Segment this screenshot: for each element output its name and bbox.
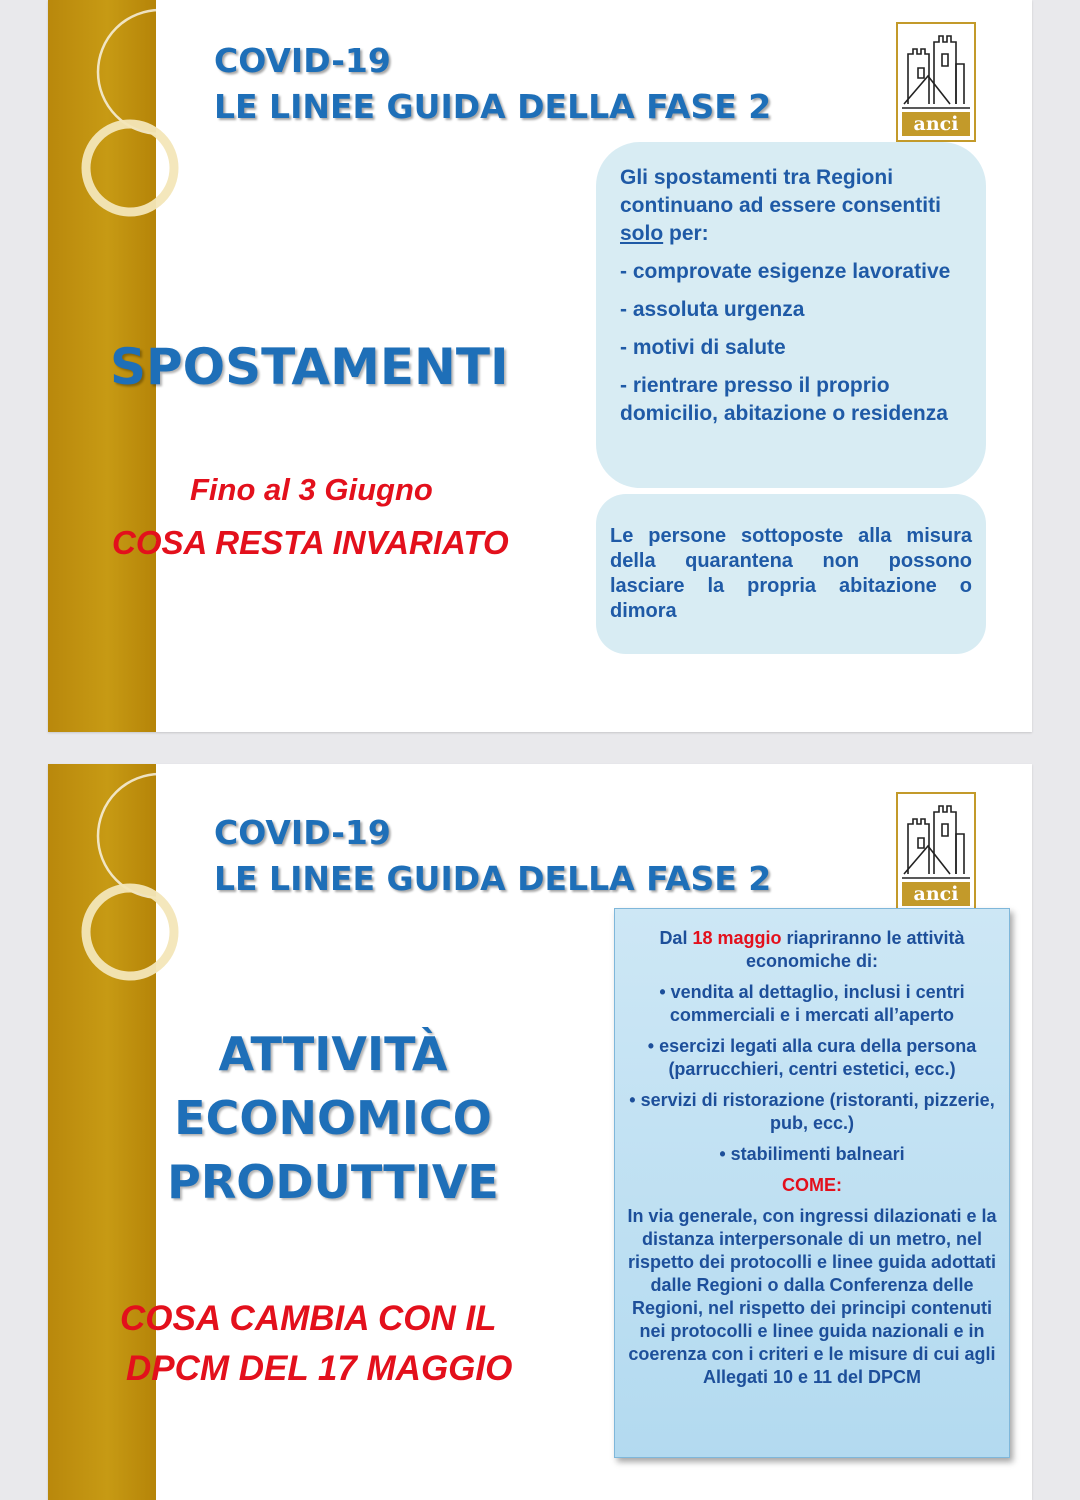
slide-attivita <box>48 764 1032 1500</box>
heading-line-1: ATTIVITÀ <box>218 1027 448 1081</box>
slide-spostamenti <box>48 0 1032 732</box>
list-item: • stabilimenti balneari <box>719 1144 905 1164</box>
list-item: • vendita al dettaglio, inclusi i centri commerciali e i mercati all’aperto <box>659 982 965 1025</box>
castle-logo-icon <box>898 794 974 910</box>
logo-text: anci <box>913 883 959 905</box>
come-label: COME: <box>782 1175 842 1195</box>
heading-spostamenti: SPOSTAMENTI <box>110 338 509 396</box>
title-line-1: COVID-19 <box>214 813 391 852</box>
panel-intro: Dal 18 maggio riapriranno le attività economiche di: <box>659 928 965 971</box>
quarantena-text: Le persone sottoposte alla misura della quarantena non possono lasciare la propria abitazione o dimora <box>610 525 972 622</box>
list-item: - assoluta urgenza <box>620 298 805 321</box>
anci-logo <box>896 22 976 142</box>
box-intro: Gli spostamenti tra Regioni continuano ad essere consentiti solo per: <box>620 166 941 245</box>
info-box-spostamenti <box>596 142 986 488</box>
title-line-1: COVID-19 <box>214 41 391 80</box>
subtitle-line-1: COSA CAMBIA CON IL <box>120 1299 497 1338</box>
subtitle-invariato: COSA RESTA INVARIATO <box>112 524 509 561</box>
list-item: - rientrare presso il proprio domicilio, abitazione o residenza <box>620 374 948 425</box>
subtitle-line-2: DPCM DEL 17 MAGGIO <box>126 1349 513 1388</box>
list-item: • esercizi legati alla cura della persona (parrucchieri, centri estetici, ecc.) <box>647 1036 977 1079</box>
info-panel-attivita <box>614 908 1010 1458</box>
decorative-rings-icon <box>48 764 248 1064</box>
subtitle-date: Fino al 3 Giugno <box>190 472 433 507</box>
slide-title <box>214 38 771 130</box>
castle-logo-icon <box>898 24 974 140</box>
slide-title <box>214 810 771 902</box>
subtitle-cambia <box>120 1294 512 1394</box>
logo-text: anci <box>913 113 959 135</box>
heading-line-3: PRODUTTIVE <box>167 1155 499 1209</box>
come-text: In via generale, con ingressi dilazionati e la distanza interpersonale di un metro, nel rispetto dei protocolli e linee guida adottati dalle Regioni o dalla Conferenza delle Regioni, nel rispetto dei principi contenuti nei protocolli e linee guida nazionali e in coerenza con i criteri e le misure di cui agli Allegati 10 e 11 del DPCM <box>627 1206 997 1387</box>
list-item: - motivi di salute <box>620 336 786 359</box>
list-item: • servizi di ristorazione (ristoranti, pizzerie, pub, ecc.) <box>629 1090 995 1133</box>
list-item: - comprovate esigenze lavorative <box>620 260 951 283</box>
anci-logo <box>896 792 976 912</box>
title-line-2: LE LINEE GUIDA DELLA FASE 2 <box>214 87 772 126</box>
info-box-quarantena <box>596 494 986 654</box>
title-line-2: LE LINEE GUIDA DELLA FASE 2 <box>214 859 772 898</box>
heading-attivita <box>148 1022 518 1214</box>
heading-line-2: ECONOMICO <box>174 1091 492 1145</box>
